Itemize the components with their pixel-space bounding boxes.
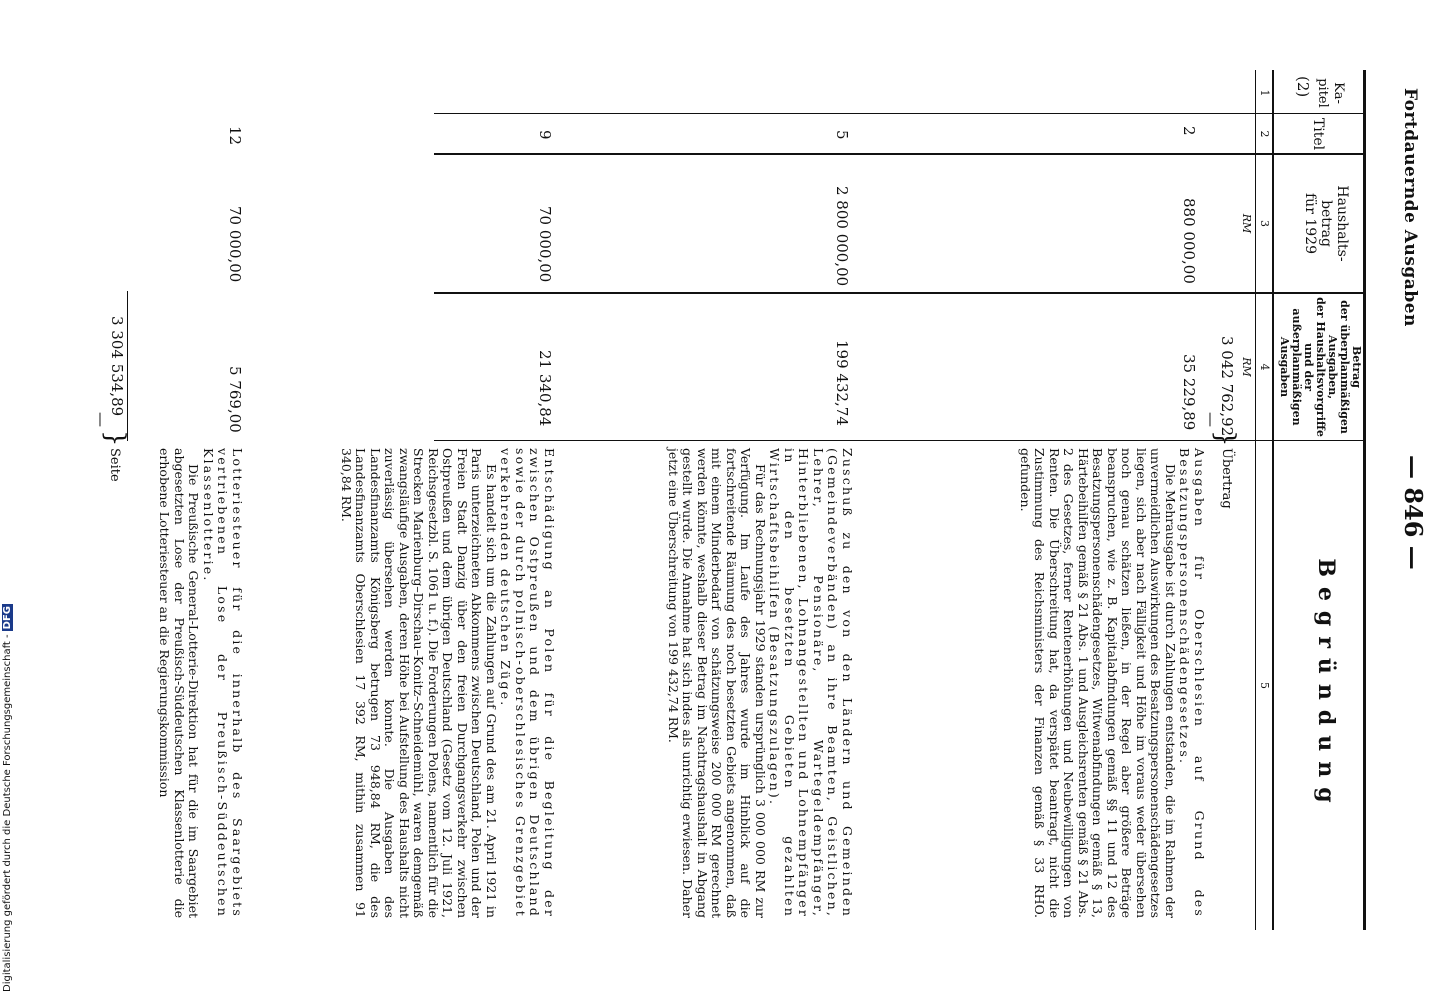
- ueber-titel-9: 21 340,84: [536, 350, 554, 427]
- text-titel-12: [157, 448, 244, 918]
- lead-titel-9: Entschädigung an Polen für die Begleitung der zwischen Ostpreußen und dem übrigen Deutschland sowie der durch polnisch-oberschlesisches Grenzgebiet verkehrenden deutschen Züge.: [498, 448, 557, 918]
- col-divider-1: [434, 113, 1366, 114]
- col-divider-2: [434, 153, 1366, 155]
- kapitel-value: (2): [1294, 76, 1312, 98]
- titel-9: 9: [536, 130, 554, 140]
- betrag-titel-2: 880 000,00: [1180, 198, 1198, 284]
- footer-text: Digitalisierung gefördert durch die Deutsche Forschungsgemeinschaft -: [2, 634, 13, 992]
- betrag-titel-9: 70 000,00: [536, 206, 554, 283]
- body-titel-5: Für das Rechnungsjahr 1929 standen ursprünglich 3 000 000 RM zur Verfügung. Im Laufe des Jahres wurde im Hinblick auf die fortschreitende Räumung des noch besetzten Gebiets angenommen, daß mit einem Minderbedarf von schätzungsweise 200 000 RM gerechnet werden könnte, weshalb dieser Betrag im Nachtragshaushalt in Abgang gestellt wurde. Die Annahme hat sich indes als unrichtig erwiesen. Daher jetzt eine Überschreitung von 199 432,74 RM.: [666, 448, 768, 918]
- col-header-ueberplanmaessig: Betrag der überplanmäßigen Ausgaben, der Haushaltsvorgriffe und der außerplanmäßigen Ausgaben: [1278, 297, 1363, 437]
- betrag-titel-12: 70 000,00: [226, 206, 244, 283]
- ueber-titel-5: 199 432,74: [833, 340, 851, 426]
- total-brace: }: [100, 430, 130, 447]
- col-number-2: 2: [1258, 130, 1271, 138]
- uebertrag-label: Übertrag: [1219, 448, 1234, 509]
- ueber-titel-2: 35 229,89: [1180, 354, 1198, 431]
- titel-5: 5: [833, 130, 851, 140]
- page-number: — 846 —: [1399, 455, 1428, 570]
- total-amount: 3 304 534,89: [108, 316, 126, 417]
- titel-12: 12: [226, 126, 244, 146]
- col-number-3: 3: [1258, 220, 1271, 227]
- body-titel-9: Es handelt sich um die Zahlungen auf Grund des am 21. April 1921 in Paris unterzeichneten Abkommens zwischen Deutschland, Polen und der Freien Stadt Danzig über den freien Durchgangsverkehr zwischen Ostpreußen und dem übrigen Deutschland (Gesetz vom 12. Juli 1921, Reichsgesetzbl. S. 1061 u. f.). Die Forderungen Polens, namentlich für die Strecken Marienburg–Dirschau–Konitz–Schneidemühl, waren demgemäß zwangsläufige Ausgaben, deren Höhe bei Aufstellung des Haushalts nicht zuverlässig übersehen werden konnte. Die Ausgaben des Landesfinanzamts Königsberg betrugen 73 948,84 RM, die des Landesfinanzamts Oberschlesien 17 392 RM, mithin zusammen 91 340,84 RM.: [339, 448, 499, 918]
- col-number-1: 1: [1258, 89, 1271, 97]
- col-header-begruendung: Begründung: [1313, 558, 1339, 813]
- section-title: Fortdauernde Ausgaben: [1400, 88, 1420, 327]
- total-label: Seite: [107, 448, 122, 482]
- lead-titel-5: Zuschuß zu den von den Ländern und Gemeinden (Gemeindeverbänden) an ihre Beamten, Geistlichen, Lehrer, Pensionäre, Wartegeldempfänger, Hinterbliebenen, Lohnangestellten und Lohnempfänger in den besetzten Gebieten gezahlten Wirtschaftsbeihilfen (Besatzungszulagen).: [767, 448, 855, 918]
- header-bottom-rule: [1272, 70, 1274, 930]
- uebertrag-dash: —: [1202, 412, 1220, 427]
- col-header-haushaltsbetrag: Haushalts- betrag für 1929: [1302, 185, 1350, 262]
- top-rule: [1363, 70, 1366, 930]
- col-number-5: 5: [1258, 682, 1271, 689]
- body-titel-12: Die Preußische General-Lotterie-Direktion hat für die im Saargebiet abgesetzten Lose der Preußisch-Süddeutschen Klassenlotterie die erhobene Lotteriesteuer an die Regierungskommission: [157, 448, 202, 918]
- body-titel-2: Die Mehrausgabe ist durch Zahlungen entstanden, die im Rahmen der unvermeidlichen Auswirkungen des Besatzungspersonenschädengesetzes liegen, sich aber nach Fälligkeit und Höhe im voraus weder übersehen noch genau schätzen ließen, in der Regel aber größere Beträge beanspruchen, wie z. B. Kapitalabfindungen gemäß §§ 11 und 12 des Besatzungspersonenschädengesetzes, Witwenabfindungen gemäß § 13, Härtebeihilfen gemäß § 21 Abs. 1 und Ausgleichsrenten gemäß § 21 Abs. 2 des Gesetzes, ferner Rentenerhöhungen und Neubewilligungen von Renten. Die Überschreitung hat, da verspätet beantragt, nicht die Zustimmung des Reichsministers der Finanzen gemäß § 33 RHO. gefunden.: [1018, 448, 1178, 918]
- col-header-kapitel: Ka- pitel: [1315, 78, 1346, 108]
- col-header-titel: Titel: [1310, 117, 1326, 151]
- ueber-titel-12: 5 769,00: [226, 366, 244, 433]
- col-number-4: 4: [1258, 363, 1271, 371]
- lead-titel-2: Ausgaben für Oberschlesien auf Grund des Besatzungspersonenschädengesetzes.: [1177, 448, 1207, 918]
- uebertrag-amount: 3 042 762,92: [1218, 336, 1236, 437]
- total-dash: —: [92, 412, 110, 427]
- betrag-titel-5: 2 800 000,00: [833, 186, 851, 287]
- lead-titel-12: Lotteriesteuer für die innerhalb des Saargebiets vertriebenen Lose der Preußisch-Süddeutschen Klassenlotterie.: [201, 448, 245, 918]
- col-divider-3: [434, 292, 1366, 294]
- text-titel-5: [666, 448, 855, 918]
- digitization-footer: [2, 0, 13, 992]
- unit-rm-3: RM: [1240, 213, 1253, 234]
- titel-2: 2: [1180, 126, 1198, 136]
- total-rule: [127, 291, 128, 441]
- unit-rm-4: RM: [1240, 357, 1253, 377]
- text-titel-2: [1018, 448, 1207, 918]
- uebertrag-brace: }: [1210, 430, 1240, 447]
- dfg-logo: DFG: [2, 606, 13, 630]
- text-titel-9: [339, 448, 557, 918]
